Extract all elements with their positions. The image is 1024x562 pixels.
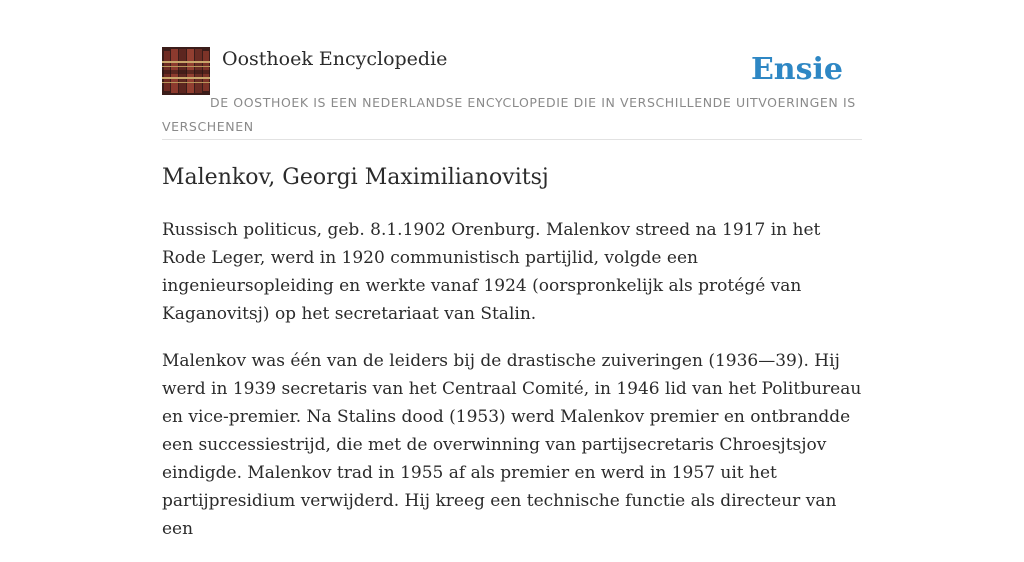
book-spines-avatar-icon[interactable] xyxy=(162,47,210,95)
brand-logo[interactable]: Ensie xyxy=(750,52,843,87)
article-paragraph: Russisch politicus, geb. 8.1.1902 Orenburg. Malenkov streed na 1917 in het Rode Leger, werd in 1920 communistisch partijlid, volgde een ingenieursopleiding en werkte vanaf 1924 (oorspronkelijk als protégé van Kaganovitsj) op het secretariaat van Stalin. xyxy=(162,220,821,324)
site-header xyxy=(162,46,862,140)
article-title: Malenkov, Georgi Maximilianovitsj xyxy=(162,165,549,190)
site-name[interactable]: Oosthoek Encyclopedie xyxy=(222,48,448,70)
site-tagline: DE OOSTHOEK IS EEN NEDERLANDSE ENCYCLOPEDIE DIE IN VERSCHILLENDE UITVOERINGEN IS VERSCHENEN xyxy=(162,95,856,134)
article-paragraph: Malenkov was één van de leiders bij de drastische zuiveringen (1936—39). Hij werd in 1939 secretaris van het Centraal Comité, in 1946 lid van het Politbureau en vice-premier. Na Stalins dood (1953) werd Malenkov premier en ontbrandde een successiestrijd, die met de overwinning van partijsecretaris Chroesjtsjov eindigde. Malenkov trad in 1955 af als premier en werd in 1957 uit het partijpresidium verwijderd. Hij kreeg een technische functie als directeur van een xyxy=(162,351,862,539)
article-body xyxy=(162,216,862,562)
